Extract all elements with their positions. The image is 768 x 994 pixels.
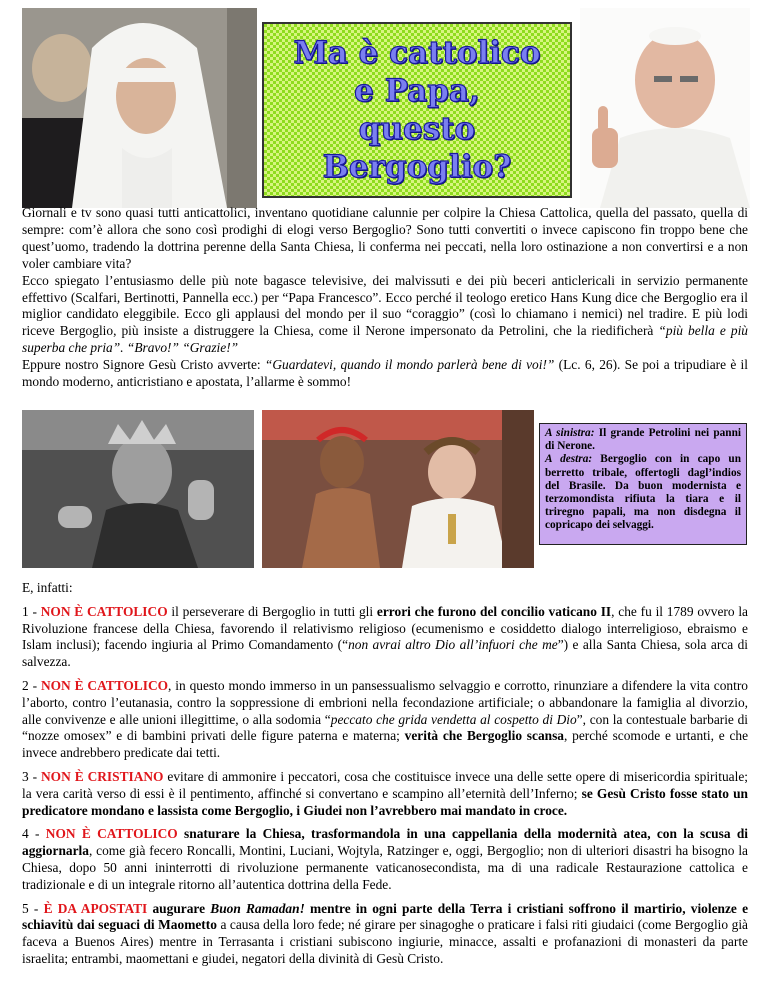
caption-left-label: A sinistra: <box>545 427 595 439</box>
title-banner <box>262 22 572 198</box>
intro-paragraph-2: Ecco spiegato l’entusiasmo delle più note bagasce televisive, dei malvissuti e dei più beceri anticlericali in servizio permanente effettivo (Scalfari, Bertinotti, Pannella ecc.) per “Papa Francesco”. Ecco perché il teologo eretico Hans Kung dice che Bergoglio era il miglior candidato eleggibile. Ecco gli applausi del mondo per il suo “coraggio” (così lo chiamano i nemici) nel tradire. E più lodi riceve Bergoglio, più insiste a distruggere la Chiesa, come il Nerone impersonato da Petrolini, che la riedificherà “più bella e più superba che pria”. “Bravo!” “Grazie!” <box>22 272 748 356</box>
intro-text <box>22 205 748 391</box>
point-4: 4 - NON È CATTOLICO snaturare la Chiesa, trasformandola in una cappellania della modernità atea, con la scusa di aggiornarla, come già fecero Roncalli, Montini, Luciani, Wojtyla, Ratzinger e, oggi, Bergoglio; non di ulteriori disastri ha bisogno la Chiesa, dopo 50 anni ininterrotti di rivoluzione permanente vaticanosecondista, ma di una radicale Restaurazione cattolica e tradizionale e di un integrale ritorno all’autentica dottrina della Fede. <box>22 826 748 892</box>
point-4-highlight: NON È CATTOLICO <box>45 826 178 842</box>
point-1-highlight: NON È CATTOLICO <box>40 603 168 619</box>
photo-bergoglio-indios <box>262 410 534 568</box>
photo-caption-box <box>539 423 747 545</box>
numbered-points <box>22 580 748 975</box>
caption-left-text: Il grande Petrolini nei panni di Nerone. <box>545 427 741 453</box>
intro-paragraph-3: Eppure nostro Signore Gesù Cristo avverte: “Guardatevi, quando il mondo parlerà bene di voi!” (Lc. 6, 26). Se poi a tripudiare è il mondo moderno, anticristiano e apostata, l’allarme è sommo! <box>22 357 748 390</box>
title-line-4: Bergoglio? <box>322 149 512 185</box>
title-line-3: questo <box>358 111 476 147</box>
point-2: 2 - NON È CATTOLICO, in questo mondo immerso in un pansessualismo selvaggio e corrotto, rinunziare a difendere la vita contro l’aborto, contro l’eutanasia, contro la soppressione di embrioni nella fecondazione artificiale; o abbandonare la famiglia al divorzio, alle convivenze e alle unioni illegittime, o alla sodomia “peccato che grida vendetta al cospetto di Dio”, con la contestuale barbarie di “nozze omosex” e di bambini privati delle figure paterna e materna; verità che Bergoglio scansa, perché scomode e urtanti, e che invece andrebbero predicate dai tetti. <box>22 677 749 761</box>
photo-bergoglio-thumbs-up <box>580 8 750 208</box>
point-2-highlight: NON È CATTOLICO <box>40 677 169 693</box>
page-title <box>287 34 546 186</box>
point-3-highlight: NON È CRISTIANO <box>41 768 164 784</box>
caption-right-label: A destra: <box>545 453 593 466</box>
title-line-2: e Papa, <box>354 73 480 109</box>
point-3: 3 - NON È CRISTIANO evitare di ammonire i peccatori, cosa che costituisce invece una delle sette opere di misericordia spirituale; la vera carità verso di essi è il pentimento, affinché si convertano e scampino all’eternità dell’Inferno; se Gesù Cristo fosse stato un predicatore mondano e lassista come Bergoglio, i Giudei non l’avrebbero mai mandato in croce. <box>22 768 748 818</box>
point-5-highlight: È DA APOSTATI <box>43 900 148 916</box>
lead-text: E, infatti: <box>22 580 73 595</box>
petrolini-quote: “più bella e più superba che pria”. “Bravo!” “Grazie!” <box>22 323 748 356</box>
photo-petrolini-nerone <box>22 410 254 568</box>
title-line-1: Ma è cattolico <box>293 35 541 71</box>
intro-paragraph-1: Giornali e tv sono quasi tutti anticattolici, inventano quotidiane calunnie per colpire la Chiesa Cattolica, quella del passato, quella di sempre: com’è allora che sono così prodighi di elogi verso Bergoglio? Sono tutti convertiti o invece capiscono fin troppo bene che quest’uomo, tradendo la dottrina perenne della Santa Chiesa, li conferma nei peccati, nella loro ostinazione a non convertirsi e a non voler cambiare vita? <box>22 205 748 271</box>
gospel-quote: “Guardatevi, quando il mondo parlerà bene di voi!” <box>264 357 555 373</box>
photo-bergoglio-veil <box>22 8 257 208</box>
point-5: 5 - È DA APOSTATI augurare Buon Ramadan! mentre in ogni parte della Terra i cristiani soffrono il martirio, violenze e schiavitù dai seguaci di Maometto a causa della loro fede; né girare per sinagoghe o praticare i falsi riti giudaici (come Bergoglio già faceva a Buenos Aires) mentre in Terrasanta i cristiani subiscono ingiurie, minacce, assalti e profanazioni di monasteri da parte israelita; entrambi, maomettani e giudei, negatori della divinità di Gesù Cristo. <box>22 900 749 966</box>
point-1: 1 - NON È CATTOLICO il perseverare di Bergoglio in tutti gli errori che furono del concilio vaticano II, che fu il 1789 ovvero la Rivoluzione francese della Chiesa, favorendo il relativismo religioso (ecumenismo e cosiddetto dialogo interreligioso, ebraismo e Islam inclusi); facendo ingiuria al Primo Comandamento (“non avrai altro Dio all’infuori che me”) e alla Santa Chiesa, sola arca di salvezza. <box>22 603 748 670</box>
caption-right-text: Bergoglio con in capo un berretto tribale, offertogli dagl’indios del Brasile. Da buon modernista e terzomondista rifiuta la tiara e il triregno papali, ma non disdegna il copricapo dei selvaggi. <box>545 453 741 532</box>
